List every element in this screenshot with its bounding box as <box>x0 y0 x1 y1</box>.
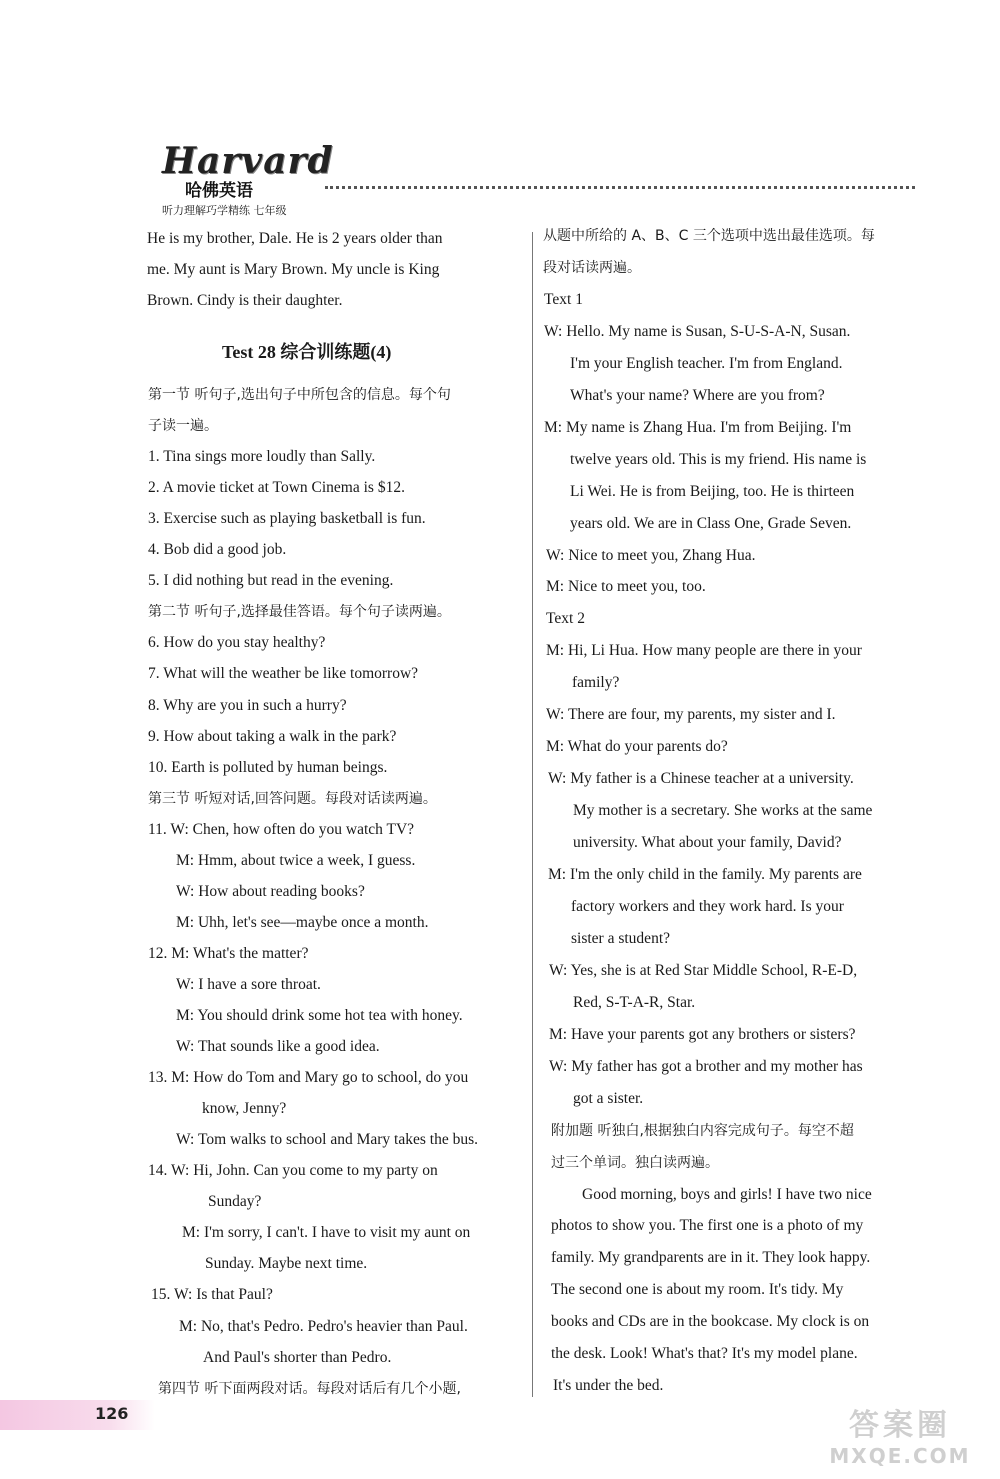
test-title: Test 28 综合训练题(4) <box>222 342 392 362</box>
left-line: M: I'm sorry, I can't. I have to visit my aunt on <box>182 1224 471 1242</box>
left-line: 5. I did nothing but read in the evening. <box>148 572 394 590</box>
intro-line: He is my brother, Dale. He is 2 years older than <box>147 230 443 247</box>
left-line: 2. A movie ticket at Town Cinema is $12. <box>148 479 405 497</box>
right-line: W: Yes, she is at Red Star Middle School, R-E-D, <box>549 961 858 979</box>
right-line: I'm your English teacher. I'm from England. <box>570 354 843 372</box>
logo-brand-cn: 哈佛英语 <box>185 181 253 201</box>
left-line: 9. How about taking a walk in the park? <box>148 727 397 745</box>
right-line: Good morning, boys and girls! I have two nice <box>582 1185 872 1203</box>
right-line: M: I'm the only child in the family. My parents are <box>548 866 862 883</box>
left-line: And Paul's shorter than Pedro. <box>203 1348 392 1366</box>
logo-subtitle: 听力理解巧学精练 七年级 <box>162 204 287 217</box>
left-line: W: Tom walks to school and Mary takes the bus. <box>176 1131 478 1149</box>
right-line: Text 1 <box>544 290 583 308</box>
right-line: W: My father has got a brother and my mother has <box>549 1057 863 1075</box>
right-line: W: Hello. My name is Susan, S-U-S-A-N, Susan. <box>544 322 851 340</box>
left-line: W: I have a sore throat. <box>176 975 321 993</box>
right-line: factory workers and they work hard. Is your <box>571 897 844 915</box>
left-line: 1. Tina sings more loudly than Sally. <box>148 448 376 466</box>
right-line: 从题中所给的 A、B、C 三个选项中选出最佳选项。每 <box>543 228 875 244</box>
right-line: family. My grandparents are in it. They look happy. <box>551 1249 871 1267</box>
left-line: 第三节 听短对话,回答问题。每段对话读两遍。 <box>148 790 437 807</box>
left-line: 11. W: Chen, how often do you watch TV? <box>148 820 415 838</box>
right-line: W: There are four, my parents, my sister and I. <box>546 706 836 724</box>
left-line: W: That sounds like a good idea. <box>176 1038 380 1056</box>
left-line: M: No, that's Pedro. Pedro's heavier than Paul. <box>179 1317 468 1335</box>
right-line: M: My name is Zhang Hua. I'm from Beijing. I'm <box>544 418 852 436</box>
left-line: 13. M: How do Tom and Mary go to school, do you <box>148 1069 469 1087</box>
left-line: M: Uhh, let's see—maybe once a month. <box>176 913 429 931</box>
right-line: M: What do your parents do? <box>546 738 728 756</box>
right-line: M: Have your parents got any brothers or sisters? <box>549 1025 856 1043</box>
right-line: W: Nice to meet you, Zhang Hua. <box>546 546 756 564</box>
left-line: 14. W: Hi, John. Can you come to my party on <box>148 1162 438 1180</box>
right-line: twelve years old. This is my friend. His name is <box>570 450 867 468</box>
right-line: Li Wei. He is from Beijing, too. He is thirteen <box>570 482 855 500</box>
column-divider <box>532 232 533 1397</box>
page-number: 126 <box>95 1404 129 1423</box>
right-line: 过三个单词。独白读两遍。 <box>551 1154 719 1171</box>
left-line: 第四节 听下面两段对话。每段对话后有几个小题, <box>158 1380 461 1397</box>
right-line: Text 2 <box>546 610 585 628</box>
intro-line: Brown. Cindy is their daughter. <box>147 292 343 309</box>
right-line: Red, S-T-A-R, Star. <box>573 993 696 1011</box>
left-line: 10. Earth is polluted by human beings. <box>148 758 388 776</box>
right-line: M: Hi, Li Hua. How many people are there in your <box>546 642 862 660</box>
watermark-en: MXQE.COM <box>829 1444 971 1468</box>
left-line: know, Jenny? <box>202 1100 287 1118</box>
header-dotted-rule <box>325 186 915 191</box>
right-line: 段对话读两遍。 <box>543 259 641 276</box>
watermark <box>810 1400 990 1475</box>
left-line: 6. How do you stay healthy? <box>148 634 326 652</box>
harvard-logo <box>150 140 334 220</box>
right-line: university. What about your family, David? <box>573 834 842 852</box>
left-line: 第二节 听句子,选择最佳答语。每个句子读两遍。 <box>148 604 451 621</box>
watermark-cn: 答案圈 <box>849 1408 951 1443</box>
page-number-bar <box>0 1400 155 1430</box>
right-line: 附加题 听独白,根据独白内容完成句子。每空不超 <box>551 1122 854 1139</box>
intro-line: me. My aunt is Mary Brown. My uncle is King <box>147 261 440 278</box>
left-line: M: Hmm, about twice a week, I guess. <box>176 851 416 869</box>
left-line: 4. Bob did a good job. <box>148 541 287 559</box>
right-line: got a sister. <box>573 1089 644 1107</box>
left-line: 12. M: What's the matter? <box>148 944 309 962</box>
left-line: 8. Why are you in such a hurry? <box>148 696 347 714</box>
left-line: Sunday. Maybe next time. <box>205 1255 368 1273</box>
right-line: family? <box>572 674 620 692</box>
left-line: 3. Exercise such as playing basketball is fun. <box>148 510 426 528</box>
right-line: years old. We are in Class One, Grade Seven. <box>570 514 852 532</box>
left-line: M: You should drink some hot tea with honey. <box>176 1007 463 1024</box>
right-line: W: My father is a Chinese teacher at a university. <box>548 770 854 788</box>
left-line: 子读一遍。 <box>148 418 218 435</box>
right-line: It's under the bed. <box>553 1377 664 1395</box>
right-line: The second one is about my room. It's tidy. My <box>551 1281 844 1299</box>
left-line: 第一节 听句子,选出句子中所包含的信息。每个句 <box>148 387 451 403</box>
right-line: the desk. Look! What's that? It's my model plane. <box>551 1345 858 1363</box>
left-line: 15. W: Is that Paul? <box>151 1286 273 1304</box>
left-line: Sunday? <box>208 1193 262 1211</box>
right-line: What's your name? Where are you from? <box>570 386 825 404</box>
right-line: sister a student? <box>571 929 671 947</box>
right-line: photos to show you. The first one is a photo of my <box>551 1217 864 1235</box>
logo-wordmark: Harvard <box>162 140 334 182</box>
left-line: 7. What will the weather be like tomorrow? <box>148 665 419 683</box>
left-line: W: How about reading books? <box>176 882 365 900</box>
right-line: books and CDs are in the bookcase. My clock is on <box>551 1313 870 1331</box>
right-line: M: Nice to meet you, too. <box>546 578 706 596</box>
right-line: My mother is a secretary. She works at the same <box>573 802 873 820</box>
